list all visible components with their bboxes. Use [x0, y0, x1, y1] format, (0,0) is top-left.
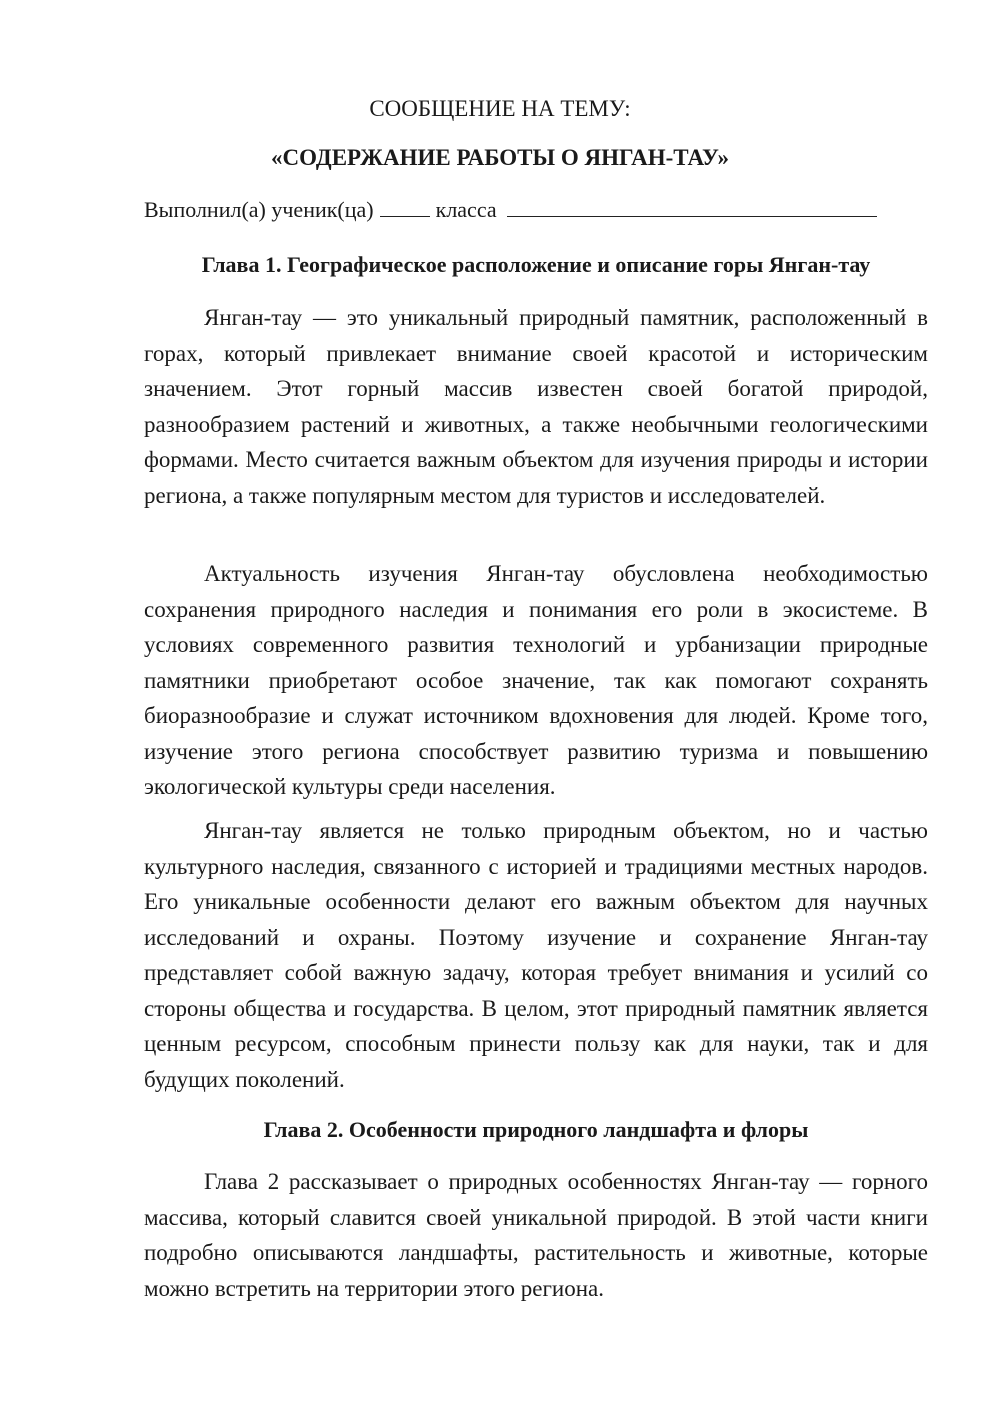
chapter-1-title: Глава 1. Географическое расположение и описание горы Янган-тау — [201, 252, 871, 277]
student-name-blank — [507, 198, 877, 217]
document-title: «СОДЕРЖАНИЕ РАБОТЫ О ЯНГАН-ТАУ» — [271, 145, 729, 170]
chapter-2-paragraph-1: Глава 2 рассказывает о природных особенностях Янган-тау — горного массива, который славится своей уникальной природой. В этой части книги подробно описываются ландшафты, растительность и животные, которые можно встретить на территории этого региона. — [144, 1169, 928, 1301]
student-line — [144, 197, 877, 223]
class-label: класса — [435, 197, 497, 222]
document-heading: СООБЩЕНИЕ НА ТЕМУ: — [369, 96, 631, 121]
chapter-1-paragraph-2: Актуальность изучения Янган-тау обусловлена необходимостью сохранения природного наследия и понимания его роли в экосистеме. В условиях современного развития технологий и урбанизации природные памятники приобретают особое значение, так как помогают сохранять биоразнообразие и служат источником вдохновения для людей. Кроме того, изучение этого региона способствует развитию туризма и повышению экологической культуры среди населения. — [144, 561, 928, 799]
class-number-blank — [380, 198, 430, 217]
student-label: Выполнил(а) ученик(ца) — [144, 197, 374, 222]
chapter-1-paragraph-3: Янган-тау является не только природным объектом, но и частью культурного наследия, связанного с историей и традициями местных народов. Его уникальные особенности делают его важным объектом для научных исследований и охраны. Поэтому изучение и сохранение Янган-тау представляет собой важную задачу, которая требует внимания и усилий со стороны общества и государства. В целом, этот природный памятник является ценным ресурсом, способным принести пользу как для науки, так и для будущих поколений. — [144, 818, 928, 1092]
chapter-2-title: Глава 2. Особенности природного ландшафта и флоры — [263, 1117, 809, 1142]
chapter-1-paragraph-1: Янган-тау — это уникальный природный памятник, расположенный в горах, который привлекает внимание своей красотой и историческим значением. Этот горный массив известен своей богатой природой, разнообразием растений и животных, а также необычными геологическими формами. Место считается важным объектом для изучения природы и истории региона, а также популярным местом для туристов и исследователей. — [144, 305, 928, 508]
